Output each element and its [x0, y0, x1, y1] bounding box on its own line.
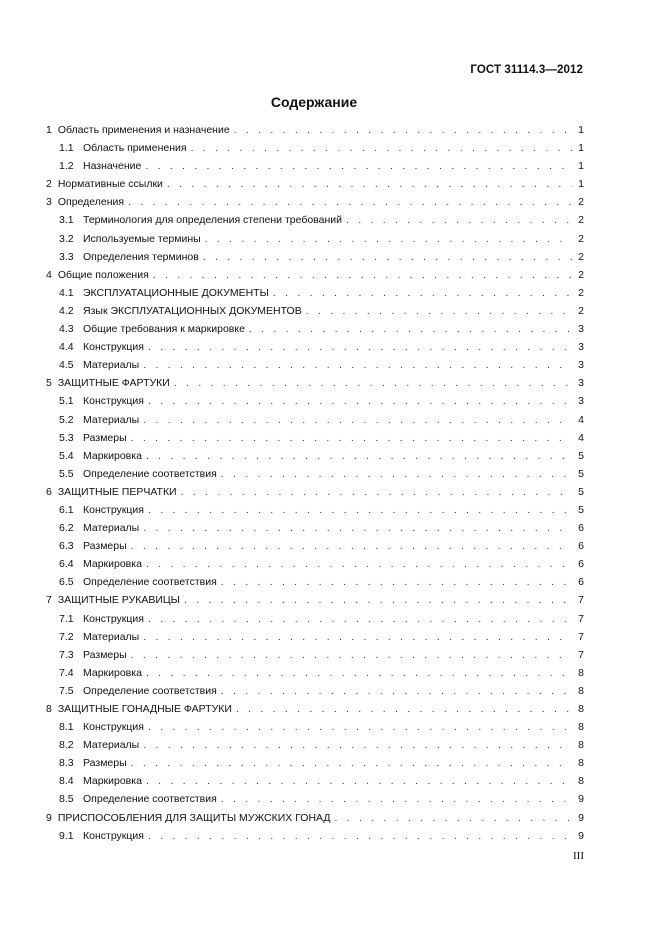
- toc-entry: [46, 211, 584, 229]
- toc-entry: [46, 610, 584, 628]
- toc-entry-page: 8: [578, 684, 584, 697]
- dot-leader: [346, 211, 572, 229]
- toc-entry-page: 3: [578, 341, 584, 354]
- toc-entry-label: Материалы: [83, 739, 140, 752]
- toc-entry-label: Конструкция: [83, 341, 144, 354]
- toc-entry-label: Нормативные ссылки: [57, 178, 163, 191]
- toc-entry-number: 5.4: [59, 449, 74, 462]
- dot-leader: [145, 157, 572, 175]
- dot-leader: [174, 374, 572, 392]
- toc-entry: [46, 573, 584, 591]
- toc-entry-number: 6.5: [59, 576, 74, 589]
- page-title: Содержание: [270, 94, 358, 110]
- toc-entry-page: 2: [578, 196, 584, 209]
- toc-entry: [46, 809, 584, 827]
- toc-entry-page: 5: [578, 485, 584, 498]
- toc-entry-number: 7: [46, 594, 52, 607]
- toc-entry-page: 3: [578, 323, 584, 336]
- toc-entry: [46, 175, 584, 193]
- toc-entry-label: Размеры: [83, 540, 127, 553]
- toc-entry: [46, 320, 584, 338]
- toc-entry-number: 4.3: [59, 323, 74, 336]
- toc-entry-label: Конструкция: [83, 503, 144, 516]
- dot-leader: [234, 121, 572, 139]
- dot-leader: [143, 628, 572, 646]
- toc-entry-page: 4: [578, 431, 584, 444]
- toc-entry-label: Конструкция: [83, 612, 144, 625]
- toc-entry-label: Размеры: [83, 757, 127, 770]
- toc-entry-number: 3.3: [59, 250, 74, 263]
- dot-leader: [221, 465, 572, 483]
- toc-entry: [46, 284, 584, 302]
- dot-leader: [148, 610, 572, 628]
- toc-entry-number: 1.2: [59, 160, 74, 173]
- toc-entry: [46, 356, 584, 374]
- toc-entry-page: 8: [578, 775, 584, 788]
- toc-entry-number: 1: [46, 124, 52, 136]
- toc-entry: [46, 628, 584, 646]
- toc-entry: [46, 230, 584, 248]
- toc-entry-page: 1: [578, 178, 584, 191]
- toc-entry: [46, 266, 584, 284]
- toc-entry-page: 7: [578, 612, 584, 625]
- toc-entry-label: Используемые термины: [83, 232, 201, 245]
- toc-entry-number: 4.1: [59, 286, 74, 299]
- toc-entry-page: 7: [578, 594, 584, 607]
- toc-entry-page: 9: [578, 793, 584, 806]
- toc-entry-label: ЗАЩИТНЫЕ РУКАВИЦЫ: [57, 594, 180, 607]
- toc-entry-number: 4.4: [59, 341, 74, 354]
- toc-entry-number: 3.1: [59, 214, 74, 227]
- toc-entry-label: Определение соответствия: [83, 684, 217, 697]
- toc-entry: [46, 157, 584, 175]
- toc-entry-page: 2: [578, 232, 584, 245]
- toc-entry-label: Маркировка: [83, 666, 142, 679]
- toc-entry-label: Маркировка: [83, 558, 142, 571]
- toc-entry-page: 1: [578, 124, 584, 136]
- dot-leader: [146, 772, 572, 790]
- dot-leader: [181, 483, 572, 501]
- toc-entry: [46, 447, 584, 465]
- toc-entry-page: 3: [578, 395, 584, 408]
- toc-entry: [46, 682, 584, 700]
- toc-entry: [46, 121, 584, 139]
- toc-entry-number: 5.5: [59, 467, 74, 480]
- toc-entry-label: Размеры: [83, 648, 127, 661]
- toc-entry-page: 4: [578, 413, 584, 426]
- dot-leader: [146, 664, 572, 682]
- toc-entry-page: 8: [578, 721, 584, 734]
- toc-entry-page: 8: [578, 757, 584, 770]
- toc-entry: [46, 248, 584, 266]
- dot-leader: [249, 320, 572, 338]
- dot-leader: [148, 338, 572, 356]
- toc-entry-label: Конструкция: [83, 829, 144, 842]
- toc-entry: [46, 374, 584, 392]
- toc-entry: [46, 664, 584, 682]
- toc-entry-label: Размеры: [83, 431, 127, 444]
- toc-entry-number: 8.2: [59, 739, 74, 752]
- toc-entry-number: 4.5: [59, 359, 74, 372]
- toc-entry-number: 9.1: [59, 829, 74, 842]
- dot-leader: [221, 790, 572, 808]
- toc-entry-number: 6: [46, 485, 52, 498]
- toc-entry-label: Конструкция: [83, 395, 144, 408]
- toc-entry: [46, 736, 584, 754]
- toc-entry-page: 9: [578, 811, 584, 824]
- toc-entry-label: Общие требования к маркировке: [83, 323, 245, 336]
- toc-entry-label: Общие положения: [57, 268, 149, 281]
- toc-entry-label: ЗАЩИТНЫЕ ГОНАДНЫЕ ФАРТУКИ: [57, 703, 232, 715]
- toc-entry-page: 5: [578, 503, 584, 516]
- toc-entry-label: ЗАЩИТНЫЕ ФАРТУКИ: [57, 377, 170, 390]
- dot-leader: [143, 411, 572, 429]
- toc-entry-label: Язык ЭКСПЛУАТАЦИОННЫХ ДОКУМЕНТОВ: [83, 304, 302, 317]
- document-code: ГОСТ 31114.3—2012: [470, 64, 583, 76]
- toc-entry-label: Терминология для определения степени требований: [83, 214, 342, 227]
- toc-entry: [46, 465, 584, 483]
- dot-leader: [131, 537, 572, 555]
- toc-entry: [46, 790, 584, 808]
- dot-leader: [184, 591, 572, 609]
- dot-leader: [143, 356, 572, 374]
- toc-entry: [46, 501, 584, 519]
- toc-entry-page: 8: [578, 666, 584, 679]
- toc-entry-label: ЗАЩИТНЫЕ ПЕРЧАТКИ: [57, 485, 177, 498]
- toc-entry-number: 3.2: [59, 232, 74, 245]
- toc-entry-number: 3: [46, 196, 52, 209]
- dot-leader: [128, 193, 572, 211]
- toc-entry-number: 8.1: [59, 721, 74, 734]
- toc-entry-page: 2: [578, 214, 584, 227]
- toc-entry: [46, 139, 584, 157]
- toc-entry-page: 2: [578, 250, 584, 263]
- dot-leader: [146, 447, 572, 465]
- toc-entry-page: 5: [578, 449, 584, 462]
- toc-entry-page: 7: [578, 648, 584, 661]
- toc-entry: [46, 519, 584, 537]
- toc-entry-label: Область применения: [83, 142, 187, 155]
- dot-leader: [131, 754, 572, 772]
- toc-entry: [46, 429, 584, 447]
- toc-entry-page: 6: [578, 540, 584, 553]
- toc-entry-number: 5.3: [59, 431, 74, 444]
- toc-entry-label: Маркировка: [83, 449, 142, 462]
- toc-entry: [46, 537, 584, 555]
- toc-entry-label: Материалы: [83, 413, 140, 426]
- toc-entry-number: 8.5: [59, 793, 74, 806]
- dot-leader: [148, 501, 572, 519]
- toc-entry: [46, 193, 584, 211]
- dot-leader: [306, 302, 572, 320]
- dot-leader: [221, 682, 572, 700]
- toc-entry-label: ПРИСПОСОБЛЕНИЯ ДЛЯ ЗАЩИТЫ МУЖСКИХ ГОНАД: [57, 811, 331, 824]
- toc-entry-page: 6: [578, 522, 584, 535]
- toc-entry-number: 4: [46, 268, 52, 281]
- toc-entry: [46, 555, 584, 573]
- toc-entry-label: Маркировка: [83, 775, 142, 788]
- dot-leader: [335, 809, 572, 827]
- toc-entry: [46, 754, 584, 772]
- toc-entry-number: 8.4: [59, 775, 74, 788]
- toc-entry-label: Определение соответствия: [83, 467, 217, 480]
- toc-entry: [46, 392, 584, 410]
- toc-entry-page: 8: [578, 703, 584, 715]
- toc-entry-number: 8: [46, 703, 52, 715]
- toc-entry-page: 2: [578, 268, 584, 281]
- toc-entry-number: 9: [46, 811, 52, 824]
- toc-entry: [46, 411, 584, 429]
- toc-entry-label: Определение соответствия: [83, 576, 217, 589]
- toc-entry-number: 7.2: [59, 630, 74, 643]
- toc-entry-label: Материалы: [83, 522, 140, 535]
- toc-entry: [46, 646, 584, 664]
- dot-leader: [153, 266, 572, 284]
- toc-entry-label: ЭКСПЛУАТАЦИОННЫЕ ДОКУМЕНТЫ: [83, 286, 269, 299]
- toc-entry-number: 7.4: [59, 666, 74, 679]
- toc-entry-number: 6.4: [59, 558, 74, 571]
- toc-entry-number: 6.3: [59, 540, 74, 553]
- dot-leader: [143, 736, 572, 754]
- toc-entry-label: Конструкция: [83, 721, 144, 734]
- toc-entry-page: 1: [578, 160, 584, 173]
- toc-entry-number: 6.2: [59, 522, 74, 535]
- toc-entry: [46, 827, 584, 845]
- toc-entry-page: 6: [578, 576, 584, 589]
- dot-leader: [203, 248, 572, 266]
- dot-leader: [221, 573, 572, 591]
- toc-entry-page: 8: [578, 739, 584, 752]
- dot-leader: [131, 429, 572, 447]
- dot-leader: [143, 519, 572, 537]
- dot-leader: [146, 555, 572, 573]
- toc-entry-page: 3: [578, 377, 584, 390]
- toc-entry-label: Определение соответствия: [83, 793, 217, 806]
- toc-entry-label: Область применения и назначение: [57, 124, 230, 136]
- dot-leader: [205, 230, 572, 248]
- dot-leader: [191, 139, 572, 157]
- toc-entry-number: 4.2: [59, 304, 74, 317]
- toc-entry-number: 7.1: [59, 612, 74, 625]
- toc-entry: [46, 718, 584, 736]
- toc-entry-number: 5.1: [59, 395, 74, 408]
- page-number: III: [573, 850, 584, 862]
- toc-entry-page: 6: [578, 558, 584, 571]
- dot-leader: [131, 646, 572, 664]
- toc-entry-number: 8.3: [59, 757, 74, 770]
- toc-entry-number: 7.3: [59, 648, 74, 661]
- toc-entry-number: 6.1: [59, 503, 74, 516]
- toc-entry-page: 3: [578, 359, 584, 372]
- toc-entry-page: 2: [578, 286, 584, 299]
- toc-entry-label: Материалы: [83, 359, 140, 372]
- table-of-contents: [46, 121, 584, 845]
- toc-entry-number: 2: [46, 178, 52, 191]
- dot-leader: [148, 718, 572, 736]
- toc-entry: [46, 591, 584, 609]
- toc-entry-page: 2: [578, 304, 584, 317]
- toc-entry-page: 1: [578, 142, 584, 155]
- toc-entry-page: 7: [578, 630, 584, 643]
- dot-leader: [273, 284, 572, 302]
- toc-entry-label: Материалы: [83, 630, 140, 643]
- toc-entry: [46, 302, 584, 320]
- toc-entry-number: 5.2: [59, 413, 74, 426]
- toc-entry-number: 7.5: [59, 684, 74, 697]
- toc-entry-label: Определения: [57, 196, 125, 209]
- toc-entry-page: 9: [578, 829, 584, 842]
- toc-entry-number: 1.1: [59, 142, 74, 155]
- dot-leader: [148, 827, 572, 845]
- toc-entry: [46, 483, 584, 501]
- dot-leader: [167, 175, 572, 193]
- dot-leader: [236, 700, 572, 718]
- toc-entry-page: 5: [578, 467, 584, 480]
- toc-entry-label: Определения терминов: [83, 250, 199, 263]
- toc-entry-label: Назначение: [83, 160, 142, 173]
- dot-leader: [148, 392, 572, 410]
- toc-entry: [46, 338, 584, 356]
- toc-entry: [46, 772, 584, 790]
- toc-entry-number: 5: [46, 377, 52, 390]
- toc-entry: [46, 700, 584, 718]
